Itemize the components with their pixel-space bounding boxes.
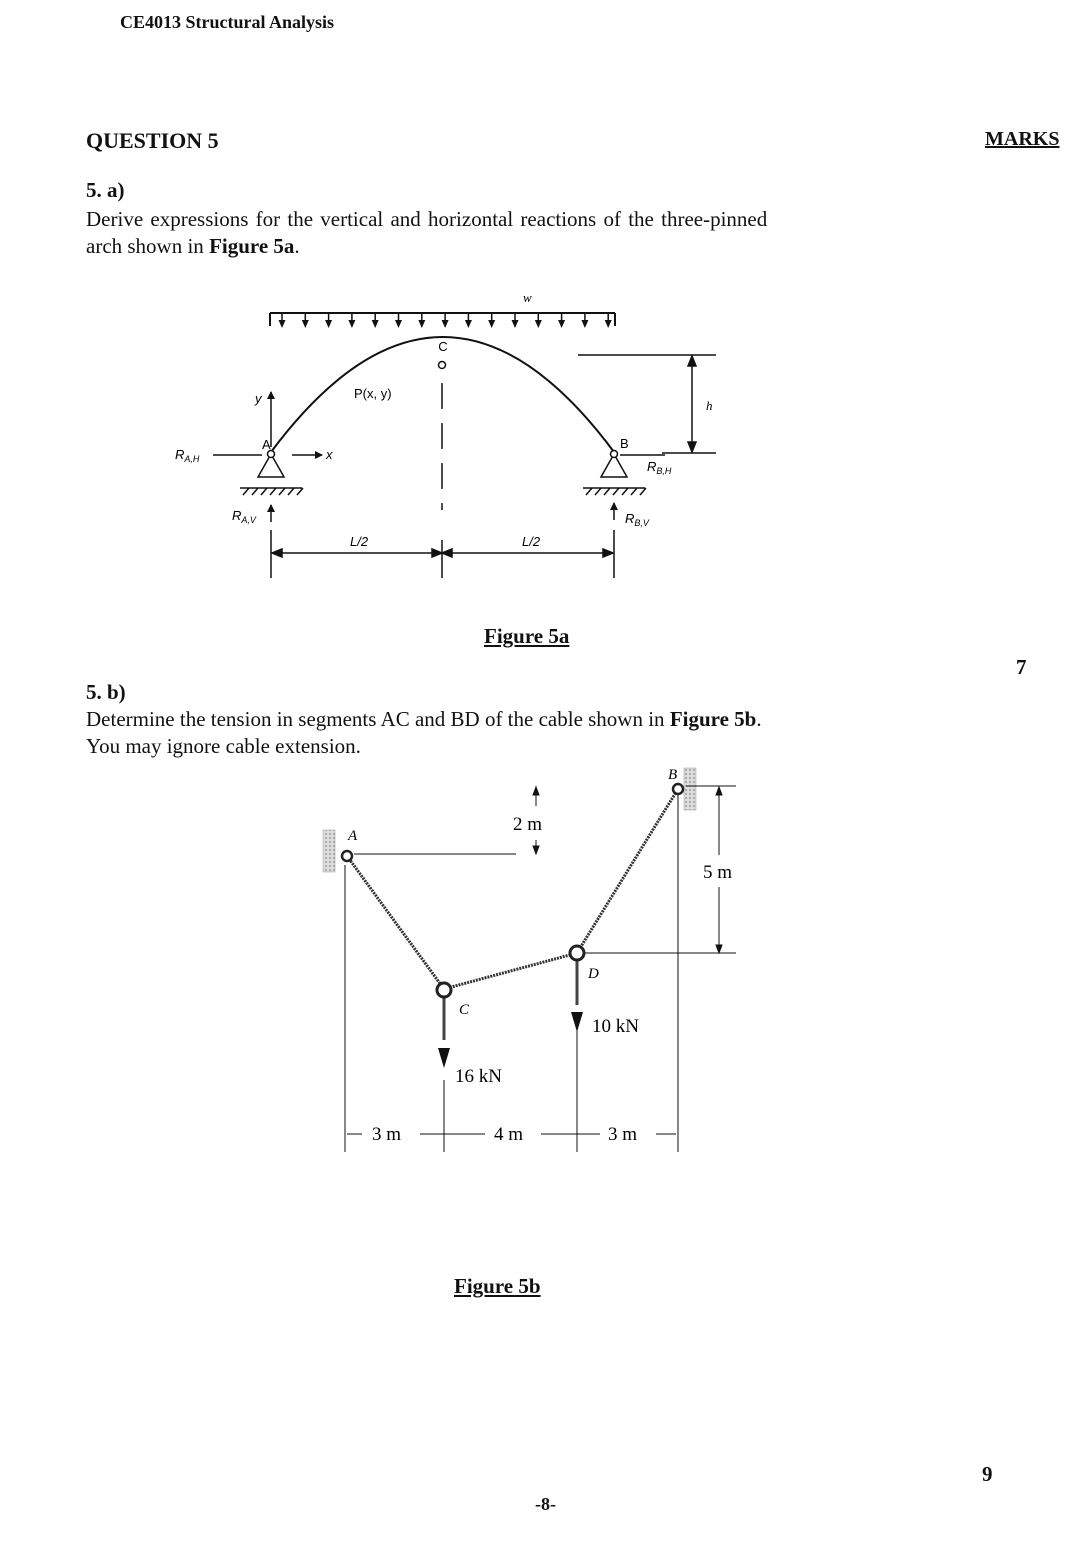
- figure-5a: [160, 285, 740, 585]
- span-left-label: L/2: [350, 534, 369, 549]
- height-label: h: [706, 398, 713, 413]
- part-b-line2: You may ignore cable extension.: [86, 734, 361, 758]
- span-dimension: [271, 530, 614, 578]
- load-arrow-head: [605, 320, 612, 328]
- support-a: [240, 454, 303, 495]
- ra-h-label: $R_{A,H}$: [175, 447, 200, 464]
- load-arrow-head: [325, 320, 332, 328]
- load-arrow-head: [302, 320, 309, 328]
- load-label: w: [523, 290, 532, 305]
- point-a-label: A: [348, 828, 358, 844]
- span-right-label: L/2: [522, 534, 541, 549]
- support-b: [583, 454, 646, 495]
- part-b-marks: 9: [982, 1462, 993, 1486]
- load-c-label: 16 kN: [455, 1066, 502, 1087]
- part-b-label: 5. b): [86, 680, 126, 704]
- marks-header: MARKS: [985, 128, 1060, 150]
- part-a-marks: 7: [1016, 655, 1027, 679]
- wall-a: [323, 830, 335, 872]
- joint-c: [437, 983, 451, 997]
- joint-b: [673, 784, 683, 794]
- page-number: -8-: [535, 1494, 556, 1514]
- wall-b: [684, 768, 696, 810]
- part-a-line2: [86, 233, 886, 260]
- load-arrow-head: [442, 320, 449, 328]
- figure-5b-caption: Figure 5b: [454, 1274, 541, 1298]
- part-a-label: 5. a): [86, 178, 125, 202]
- part-a-line2-prefix: arch shown in: [86, 234, 210, 258]
- load-arrow-head: [348, 320, 355, 328]
- part-b-text: [86, 706, 886, 760]
- part-a-figure-ref: Figure 5a: [209, 234, 295, 258]
- load-arrow-head: [535, 320, 542, 328]
- height-dimension: [578, 355, 716, 453]
- part-b-figure-ref: Figure 5b: [669, 707, 757, 731]
- hanger-rods: [444, 960, 577, 1040]
- part-b-line1-suffix: .: [756, 707, 762, 731]
- reference-lines: [345, 786, 736, 1152]
- dim-3m-left-label: 3 m: [372, 1124, 402, 1145]
- support-a-label: A: [262, 437, 271, 452]
- point-label: P(x, y): [354, 386, 392, 401]
- part-b-line1: [86, 706, 886, 733]
- point-d-label: D: [588, 966, 599, 982]
- rb-v-label: $R_{B,V}$: [625, 511, 649, 528]
- load-arrow-head: [418, 320, 425, 328]
- load-arrow-head: [581, 320, 588, 328]
- joint-a: [342, 851, 352, 861]
- dim-4m-label: 4 m: [494, 1124, 524, 1145]
- part-b-line1-prefix: Determine the tension in segments AC and BD of the cable shown in: [86, 707, 670, 731]
- figure-5a-caption: Figure 5a: [484, 624, 570, 648]
- dim-2m-label: 2 m: [513, 814, 543, 835]
- part-a-line1: Derive expressions for the vertical and horizontal reactions of the three-pinned: [86, 207, 768, 231]
- dim-3m-right-label: 3 m: [608, 1124, 638, 1145]
- part-a-line2-suffix: .: [294, 234, 300, 258]
- y-axis-label: y: [255, 391, 262, 406]
- crown-hinge: [439, 362, 446, 369]
- load-arrow-c: [438, 1048, 450, 1068]
- load-arrow-head: [465, 320, 472, 328]
- load-d-label: 10 kN: [592, 1016, 639, 1037]
- figure-5b: [310, 760, 750, 1160]
- joint-d: [570, 946, 584, 960]
- part-a-text: [86, 206, 886, 260]
- load-arrow-d: [571, 1012, 583, 1032]
- hinge-b: [611, 451, 618, 458]
- crown-label: C: [438, 339, 448, 354]
- load-arrow-head: [372, 320, 379, 328]
- load-arrow-head: [558, 320, 565, 328]
- question-title: QUESTION 5: [86, 128, 219, 153]
- dim-5m-label: 5 m: [703, 862, 733, 883]
- load-arrow-head: [279, 320, 286, 328]
- rb-h-label: $R_{B,H}$: [647, 459, 672, 476]
- load-arrows: [279, 314, 612, 328]
- load-arrow-head: [488, 320, 495, 328]
- x-axis-label: x: [326, 447, 333, 462]
- load-arrow-head: [512, 320, 519, 328]
- ra-v-label: $R_{A,V}$: [232, 508, 256, 525]
- load-arrow-head: [395, 320, 402, 328]
- point-c-label: C: [459, 1002, 470, 1018]
- point-b-label: B: [668, 767, 678, 783]
- course-header: CE4013 Structural Analysis: [120, 12, 335, 32]
- support-b-label: B: [620, 436, 629, 451]
